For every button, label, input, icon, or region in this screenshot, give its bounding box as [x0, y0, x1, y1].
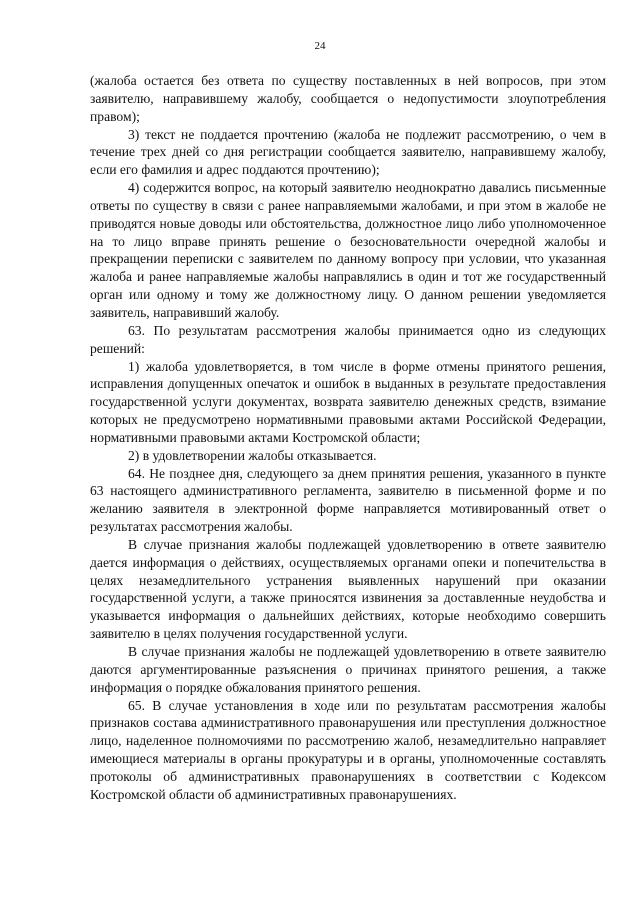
- paragraph-section-65: 65. В случае установления в ходе или по результатам рассмотрения жалобы признаков состава административного правонарушения или преступления должностное лицо, наделенное полномочиями по рассмотрению жалоб, незамедлительно направляет имеющиеся материалы в органы прокуратуры и в органы, уполномоченные составлять протоколы об административных правонарушениях в соответствии с Кодексом Костромской области об административных правонарушениях.: [90, 697, 606, 802]
- paragraph-continuation: (жалоба остается без ответа по существу поставленных в ней вопросов, при этом заявителю, направившему жалобу, сообщается о недопустимости злоупотребления правом);: [90, 73, 606, 124]
- document-body: [90, 72, 606, 804]
- page-number: 24: [314, 40, 326, 52]
- paragraph-item-3: 3) текст не поддается прочтению (жалоба не подлежит рассмотрению, о чем в течение трех дней со дня регистрации сообщается заявителю, направившему жалобу, если его фамилия и адрес поддаются прочтению);: [90, 126, 606, 178]
- paragraph-item-4: 4) содержится вопрос, на который заявителю неоднократно давались письменные ответы по существу в связи с ранее направляемыми жалобами, и при этом в жалобе не приводятся новые доводы или обстоятельства, должностное лицо либо уполномоченное на то лицо вправе принять решение о безосновательности очередной жалобы и прекращении переписки с заявителем по данному вопросу при условии, что указанная жалоба и ранее направляемые жалобы направлялись в один и тот же государственный орган или одному и тому же должностному лицу. О данном решении уведомляется заявитель, направивший жалобу.: [90, 180, 606, 320]
- paragraph-section-64: 64. Не позднее дня, следующего за днем принятия решения, указанного в пункте 63 настоящего административного регламента, заявителю в письменной форме и по желанию заявителя в электронной форме направляется мотивированный ответ о результатах рассмотрения жалобы.: [90, 465, 606, 535]
- paragraph-decision-2: 2) в удовлетворении жалобы отказывается.: [128, 447, 377, 463]
- paragraph-rejected-case: В случае признания жалобы не подлежащей удовлетворению в ответе заявителю даются аргументированные разъяснения о причинах принятого решения, а также информация о порядке обжалования принятого решения.: [90, 644, 606, 695]
- paragraph-section-63: 63. По результатам рассмотрения жалобы принимается одно из следующих решений:: [90, 322, 606, 356]
- paragraph-satisfied-case: В случае признания жалобы подлежащей удовлетворению в ответе заявителю дается информация о действиях, осуществляемых органами опеки и попечительства в целях незамедлительного устранения выявленных нарушений при оказании государственной услуги, а также приносятся извинения за доставленные неудобства и указывается информация о дальнейших действиях, которые необходимо совершить заявителю в целях получения государственной услуги.: [90, 536, 606, 642]
- paragraph-decision-1: 1) жалоба удовлетворяется, в том числе в форме отмены принятого решения, исправления допущенных опечаток и ошибок в выданных в результате предоставления государственной услуги документах, возврата заявителю денежных средств, взимание которых не предусмотрено нормативными правовыми актами Российской Федерации, нормативными правовыми актами Костромской области;: [90, 358, 606, 445]
